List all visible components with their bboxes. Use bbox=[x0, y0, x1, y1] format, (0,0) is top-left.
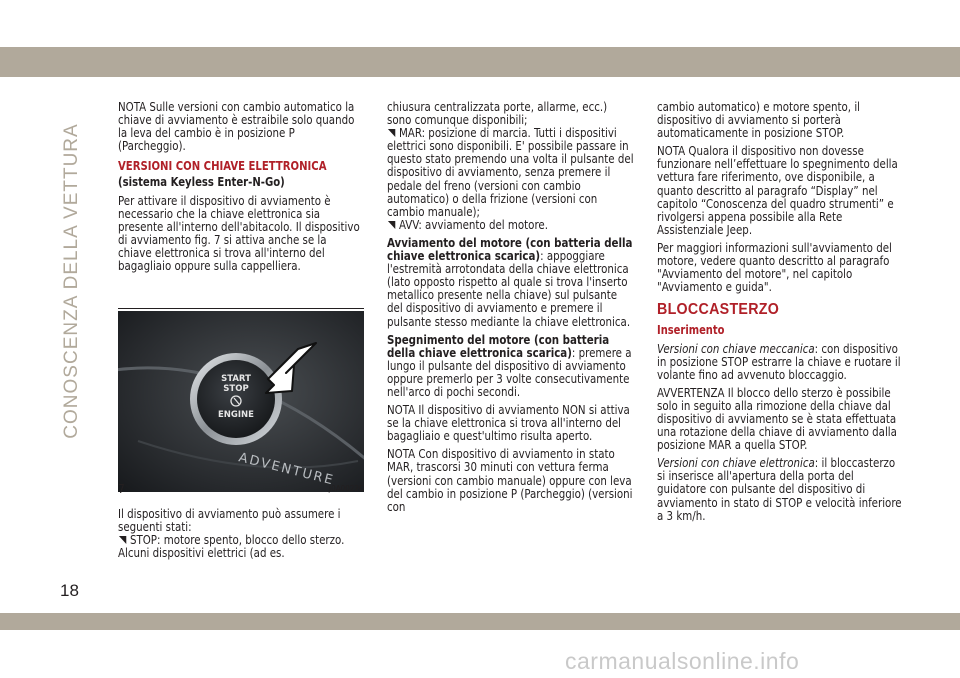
svg-text:ADVENTURE: ADVENTURE bbox=[237, 450, 336, 489]
figure-number: 7 bbox=[118, 482, 125, 496]
section-subheading: (sistema Keyless Enter-N-Go) bbox=[118, 175, 285, 190]
nota-paragraph: NOTA Sulle versioni con cambio automatico la chiave di avviamento è estraibile solo quando la leva del cambio è in posizione P (Parcheggio). bbox=[118, 99, 355, 154]
bullet-mar: MAR: posizione di marcia. Tutti i dispositivi elettrici sono disponibili. E' possibile passare in questo stato premendo una volta il pulsante del dispositivo di avviamento, senza premere il pedale del freno (versioni con cambio automatico) o della frizione (versioni con cambio manuale); bbox=[387, 125, 634, 219]
button-label-engine: ENGINE bbox=[218, 410, 254, 420]
page-number: 18 bbox=[60, 581, 79, 600]
bottom-band bbox=[0, 613, 960, 630]
section-heading-bloccasterzo: BLOCCASTERZO bbox=[657, 301, 780, 319]
continued-paragraph: cambio automatico) e motore spento, il dispositivo di avviamento si porterà automaticamente in posizione STOP. bbox=[657, 99, 861, 141]
top-band bbox=[0, 47, 960, 77]
spegnimento-heading: Spegnimento del motore (con batteria della chiave elettronica scarica) bbox=[387, 331, 610, 360]
spegnimento-paragraph: Spegnimento del motore (con batteria della chiave elettronica scarica): premere a lungo il pulsante del dispositivo di avviamento oppure premerlo per 3 volte consecutivamente nell'arco di pochi secondi. bbox=[387, 331, 632, 399]
nota-paragraph: NOTA Qualora il dispositivo non dovesse funzionare nell’effettuare lo spegnimento della vettura fare riferimento, ove disponibile, a quanto descritto al paragrafo “Display” nel capitolo “Conoscenza del quadro strumenti” e rivolgersi appena possibile alla Rete Assistenziale Jeep. bbox=[657, 143, 898, 237]
bullet-triangle-icon bbox=[118, 535, 127, 545]
avvertenza-paragraph: AVVERTENZA Il blocco dello sterzo è possibile solo in seguito alla rimozione della chiave dal dispositivo di avviamento se è stata effettuata una rotazione della chiave di avviamento dalla posizione MAR a quella STOP. bbox=[657, 384, 897, 453]
figure-code: J0A0022C bbox=[329, 484, 364, 493]
figure-rule bbox=[118, 308, 364, 309]
bullet-avv: AVV: avviamento del motore. bbox=[387, 218, 634, 231]
column-3 bbox=[657, 100, 904, 527]
column-1-lower bbox=[118, 507, 362, 564]
start-stop-button bbox=[197, 360, 275, 438]
states-intro: Il dispositivo di avviamento può assumere i seguenti stati: bbox=[118, 506, 341, 535]
section-heading: VERSIONI CON CHIAVE ELETTRONICA bbox=[118, 159, 327, 174]
continued-paragraph: chiusura centralizzata porte, allarme, ecc.) sono comunque disponibili; bbox=[387, 99, 608, 128]
side-title-area bbox=[60, 120, 84, 440]
electronic-key-paragraph: Versioni con chiave elettronica: il bloccasterzo si inserisce all'apertura della porta del guidatore con pulsante del dispositivo di avviamento in stato di STOP e velocità inferiore a 3 km/h. bbox=[657, 455, 902, 523]
figure-caption bbox=[118, 482, 364, 494]
bullet-triangle-icon bbox=[387, 220, 396, 230]
body-paragraph: Per attivare il dispositivo di avviamento è necessario che la chiave elettronica sia presente all'interno dell'abitacolo. Il dispositivo di avviamento fig. 7 si attiva anche se la chiave elettronica si trova all'interno del bagagliaio oppure sulla cappelliera. bbox=[118, 192, 360, 274]
button-label-stop: STOP bbox=[223, 384, 249, 394]
avviamento-paragraph: Avviamento del motore (con batteria della chiave elettronica scarica): appoggiare l'estremità arrotondata della chiave elettronica (lato opposto rispetto al quale si trova l'inserto metallico presente nella chiave) sul pulsante del dispositivo di avviamento e premere il pulsante stesso mediante la chiave elettronica. bbox=[387, 234, 633, 329]
avviamento-heading: Avviamento del motore (con batteria della chiave elettronica scarica) bbox=[387, 234, 633, 264]
column-2 bbox=[387, 100, 634, 518]
info-paragraph: Per maggiori informazioni sull'avviamento del motore, vedere quanto descritto al paragrafo "Avviamento del motore", nel capitolo "Avviamento e guida". bbox=[657, 239, 892, 295]
mechanical-key-paragraph: Versioni con chiave meccanica: con dispositivo in posizione STOP estrarre la chiave e ruotare il volante fino ad avvenuto bloccaggio. bbox=[657, 340, 901, 382]
start-stop-illustration bbox=[118, 311, 364, 492]
bullet-stop: STOP: motore spento, blocco dello sterzo. Alcuni dispositivi elettrici (ad es. bbox=[118, 532, 345, 561]
subheading-inserimento: Inserimento bbox=[657, 323, 725, 338]
button-label-start: START bbox=[221, 374, 251, 384]
nota-paragraph: NOTA Con dispositivo di avviamento in stato MAR, trascorsi 30 minuti con vettura ferma (versioni con cambio manuale) oppure con leva del cambio in posizione P (Parcheggio) (versioni con bbox=[387, 446, 633, 514]
watermark-text: carmanualsonline.info bbox=[565, 648, 800, 674]
column-1 bbox=[118, 100, 362, 277]
bullet-triangle-icon bbox=[387, 128, 396, 138]
side-title: CONOSCENZA DELLA VETTURA bbox=[61, 123, 82, 439]
figure-start-stop-button bbox=[118, 311, 364, 492]
nota-paragraph: NOTA Il dispositivo di avviamento NON si attiva se la chiave elettronica si trova all'interno del bagagliaio e quest'ultimo risulta aperto. bbox=[387, 402, 630, 444]
